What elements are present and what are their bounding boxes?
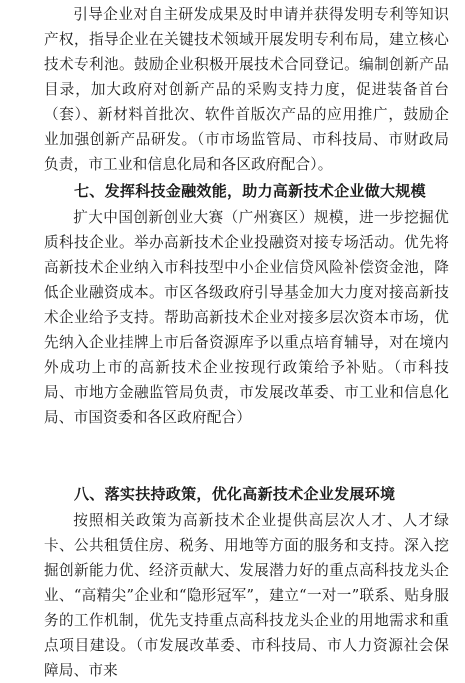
paragraph-tech-finance: 扩大中国创新创业大赛（广州赛区）规模，进一步挖掘优质科技企业。举办高新技术企业投融资对接专场活动。优先将高新技术企业纳入市科技型中小企业信贷风险补偿资金池，降低企业融资成本。市区各级政府引导基金加大力度对接高新技术企业给予支持。帮助高新技术企业对接多层次资本市场，优先纳入企业挂牌上市后备资源库予以重点培育辅导，对在境内外成功上市的高新技术企业按现行政策给予补贴。（市科技局、市地方金融监管局负责，市发展改革委、市工业和信息化局、市国资委和各区政府配合） xyxy=(44,209,449,426)
paragraph-ip-support: 引导企业对自主研发成果及时申请并获得发明专利等知识产权，指导企业在关键技术领域开展发明专利布局，建立核心技术专利池。鼓励企业积极开展技术合同登记。编制创新产品目录，加大政府对创新产品的采购支持力度，促进装备首台（套）、新材料首批次、软件首版次产品的应用推广，鼓励企业加强创新产品研发。（市市场监管局、市科技局、市财政局负责，市工业和信息化局和各区政府配合）。 xyxy=(44,6,449,173)
paragraph-support-policy: 按照相关政策为高新技术企业提供高层次人才、人才绿卡、公共租赁住房、税务、用地等方面的服务和支持。深入挖掘创新能力优、经济贡献大、发展潜力好的重点高科技龙头企业、“高精尖”企业和“隐形冠军”，建立“一对一”联系、贴身服务的工作机制，优先支持重点高科技龙头企业的用地需求和重点项目建设。（市发展改革委、市科技局、市人力资源社会保障局、市来 xyxy=(44,512,449,679)
section-heading-7: 七、发挥科技金融效能，助力高新技术企业做大规模 xyxy=(74,182,426,200)
section-heading-8: 八、落实扶持政策，优化高新技术企业发展环境 xyxy=(74,485,396,503)
